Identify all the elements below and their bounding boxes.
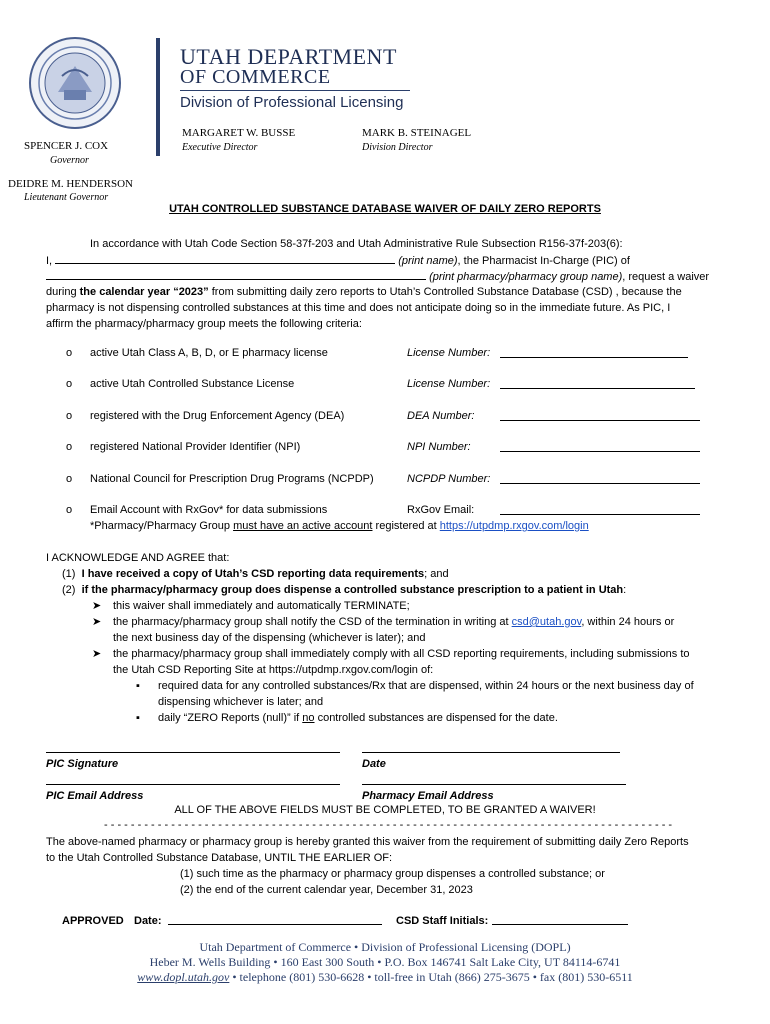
department-name-line2: OF COMMERCE	[180, 66, 331, 88]
dea-number-field[interactable]	[500, 420, 700, 421]
npi-number-field[interactable]	[500, 451, 700, 452]
division-name: Division of Professional Licensing	[180, 94, 404, 111]
pic-of-text: , the Pharmacist In-Charge (PIC) of	[457, 255, 630, 267]
grant-line-2: to the Utah Controlled Substance Database, UNTIL THE EARLIER OF:	[46, 852, 393, 864]
rxgov-login-link[interactable]: https://utpdmp.rxgov.com/login	[439, 520, 589, 532]
intro-line-4	[46, 284, 736, 301]
criteria-field-label: License Number:	[407, 347, 491, 359]
pharmacy-email-label: Pharmacy Email Address	[362, 790, 494, 802]
ack-item-2-number: (2)	[62, 584, 76, 596]
requirement-data-cont: dispensing whichever is later; and	[158, 696, 324, 708]
grant-line-1: The above-named pharmacy or pharmacy group is hereby granted this waiver from the requirement of submitting daily Zero Reports	[46, 836, 689, 848]
pharmacy-email-field[interactable]	[362, 784, 626, 785]
ncpdp-number-field[interactable]	[500, 483, 700, 484]
executive-director-name: MARGARET W. BUSSE	[182, 127, 296, 139]
staff-initials-label: CSD Staff Initials:	[396, 915, 489, 927]
calendar-year-text: the calendar year “2023”	[79, 286, 209, 298]
dopl-website-link[interactable]: www.dopl.utah.gov	[137, 970, 230, 984]
criteria-bullet: o	[66, 378, 73, 390]
document-title: UTAH CONTROLLED SUBSTANCE DATABASE WAIVER OF DAILY ZERO REPORTS	[169, 203, 601, 215]
rxgov-note-registered: registered at	[372, 520, 440, 532]
footer-line-1: Utah Department of Commerce • Division of Professional Licensing (DOPL)	[199, 940, 571, 954]
criteria-text: registered with the Drug Enforcement Agency (DEA)	[90, 410, 345, 422]
lt-governor-name: DEIDRE M. HENDERSON	[8, 178, 133, 190]
criteria-bullet: o	[66, 410, 73, 422]
active-account-text: must have an active account	[233, 520, 373, 532]
criteria-text: Email Account with RxGov* for data submissions	[90, 504, 328, 516]
sub-item-notify-cont: the next business day of the dispensing (whichever is later); and	[113, 632, 426, 644]
intro-i: I,	[46, 255, 56, 267]
license-number-field[interactable]	[500, 357, 688, 358]
arrow-bullet-icon: ➤	[92, 648, 102, 660]
intro-line-6: affirm the pharmacy/pharmacy group meets the following criteria:	[46, 318, 362, 330]
grant-condition-1: (1) such time as the pharmacy or pharmacy group dispenses a controlled substance; or	[180, 868, 605, 880]
required-fields-notice: ALL OF THE ABOVE FIELDS MUST BE COMPLETED, TO BE GRANTED A WAIVER!	[174, 804, 596, 816]
intro-during: during	[46, 286, 80, 298]
criteria-text: registered National Provider Identifier (NPI)	[90, 441, 301, 453]
arrow-bullet-icon: ➤	[92, 600, 102, 612]
notify-text: the pharmacy/pharmacy group shall notify the CSD of the termination in writing at	[113, 616, 512, 628]
ack-item-2-end: :	[623, 584, 627, 596]
grant-condition-2: (2) the end of the current calendar year, December 31, 2023	[180, 884, 473, 896]
executive-director-title: Executive Director	[182, 142, 258, 153]
criteria-bullet: o	[66, 347, 73, 359]
criteria-text: National Council for Prescription Drug Programs (NCPDP)	[90, 473, 374, 485]
ack-item-1-number: (1)	[62, 568, 76, 580]
pic-signature-label: PIC Signature	[46, 758, 119, 770]
criteria-field-label: DEA Number:	[407, 410, 475, 422]
date-label: Date	[362, 758, 386, 770]
intro-csd-text: from submitting daily zero reports to Utah’s Controlled Substance Database (CSD) , because the	[208, 286, 682, 298]
ack-item-1-text: I have received a copy of Utah’s CSD reporting data requirements	[81, 568, 425, 580]
approval-date-label: Date:	[134, 915, 162, 927]
criteria-field-label: RxGov Email:	[407, 504, 475, 516]
rxgov-email-field[interactable]	[500, 514, 700, 515]
pic-signature-field[interactable]	[46, 752, 340, 753]
cs-license-number-field[interactable]	[500, 388, 695, 389]
footer-line-3	[0, 970, 770, 985]
no-text: no	[302, 712, 315, 724]
criteria-text: active Utah Controlled Substance License	[90, 378, 295, 390]
staff-initials-field[interactable]	[492, 924, 628, 925]
acknowledge-heading: I ACKNOWLEDGE AND AGREE that:	[46, 552, 230, 564]
approval-date-field[interactable]	[168, 924, 382, 925]
requirement-data: required data for any controlled substances/Rx that are dispensed, within 24 hours or the next business day of	[158, 680, 694, 692]
arrow-bullet-icon: ➤	[92, 616, 102, 628]
print-name-hint: (print name)	[398, 255, 458, 267]
header-rule	[180, 90, 410, 91]
sub-item-comply-cont: the Utah CSD Reporting Site at https://utpdmp.rxgov.com/login of:	[113, 664, 434, 676]
square-bullet-icon: ▪	[136, 680, 140, 692]
print-pharmacy-hint: (print pharmacy/pharmacy group name)	[429, 271, 623, 283]
criteria-field-label: License Number:	[407, 378, 491, 390]
sub-item-comply: the pharmacy/pharmacy group shall immediately comply with all CSD reporting requirements, including submissions to	[113, 648, 690, 660]
sub-item-notify	[113, 614, 733, 631]
department-name-line1: UTAH DEPARTMENT	[180, 44, 397, 69]
criteria-bullet: o	[66, 504, 73, 516]
date-field[interactable]	[362, 752, 620, 753]
approved-label: APPROVED	[62, 915, 124, 927]
criteria-bullet: o	[66, 441, 73, 453]
requirement-zero-reports	[158, 710, 558, 727]
footer-line-2: Heber M. Wells Building • 160 East 300 South • P.O. Box 146741 Salt Lake City, UT 84114-6741	[149, 955, 621, 969]
notify-text-end: , within 24 hours or	[581, 616, 675, 628]
pharmacist-name-field[interactable]	[55, 252, 395, 264]
division-director-title: Division Director	[362, 142, 433, 153]
csd-email-link[interactable]: csd@utah.gov	[511, 616, 582, 628]
intro-line-1: In accordance with Utah Code Section 58-37f-203 and Utah Administrative Rule Subsection R156-37f-203(6):	[90, 238, 623, 250]
footer-contact-text: • telephone (801) 530-6628 • toll-free in Utah (866) 275-3675 • fax (801) 530-6511	[229, 970, 633, 984]
ack-item-1-end: ; and	[424, 568, 449, 580]
pharmacy-name-field[interactable]	[46, 268, 426, 280]
square-bullet-icon: ▪	[136, 712, 140, 724]
zero-reports-text: daily “ZERO Reports (null)” if	[158, 712, 303, 724]
header-divider	[156, 38, 160, 156]
ack-item-2	[62, 582, 626, 599]
criteria-field-label: NPI Number:	[407, 441, 471, 453]
pic-email-label: PIC Email Address	[46, 790, 144, 802]
request-waiver-text: , request a waiver	[622, 271, 710, 283]
sub-item-terminate: this waiver shall immediately and automatically TERMINATE;	[113, 600, 410, 612]
ack-item-1	[62, 566, 449, 583]
rxgov-note-text: *Pharmacy/Pharmacy Group	[90, 520, 234, 532]
criteria-text: active Utah Class A, B, D, or E pharmacy license	[90, 347, 328, 359]
cut-line-divider: - - - - - - - - - - - - - - - - - - - - - - - - - - - - - - - - - - - - - - - - - - - - - - - - - - - - - - - - - - - - - - - - - - - - - - - - - - - - - - - - - - - - -	[104, 819, 673, 831]
zero-reports-end: controlled substances are dispensed for the date.	[314, 712, 558, 724]
pic-email-field[interactable]	[46, 784, 340, 785]
ack-item-2-text: if the pharmacy/pharmacy group does dispense a controlled substance prescription to a patient in Utah	[81, 584, 624, 596]
division-director-name: MARK B. STEINAGEL	[362, 127, 472, 139]
governor-name: SPENCER J. COX	[24, 140, 109, 152]
state-seal-logo	[28, 36, 122, 130]
criteria-bullet: o	[66, 473, 73, 485]
lt-governor-title: Lieutenant Governor	[24, 192, 109, 203]
intro-line-5: pharmacy is not dispensing controlled substances at this time and does not anticipate doing so in the immediate future. As PIC, I	[46, 302, 671, 314]
governor-title: Governor	[50, 155, 89, 166]
rxgov-note	[90, 518, 589, 535]
criteria-field-label: NCPDP Number:	[407, 473, 491, 485]
